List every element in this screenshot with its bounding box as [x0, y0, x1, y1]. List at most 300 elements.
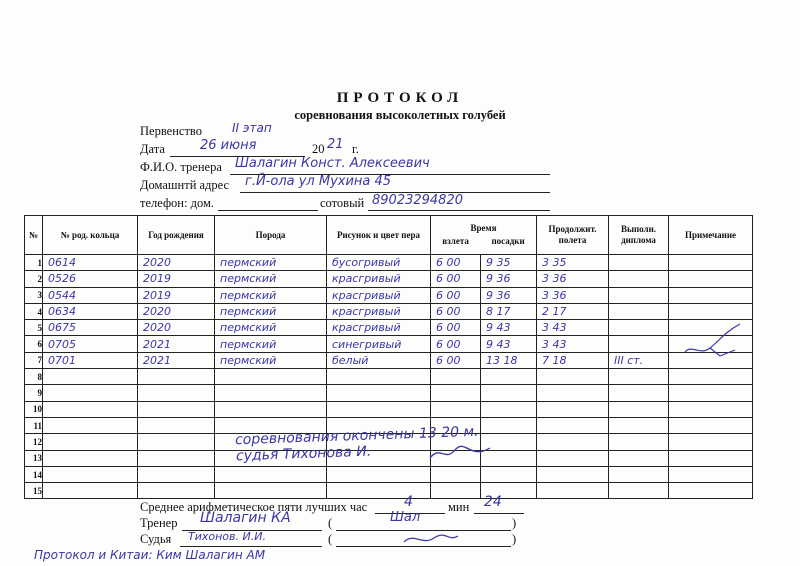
- cell-ring-value: [43, 435, 48, 448]
- judge-signature-icon: [425, 440, 495, 466]
- cell-diploma: [609, 271, 669, 287]
- cell-diploma: [609, 255, 669, 271]
- cell-note-value: [669, 468, 674, 481]
- cell-ring: [43, 320, 138, 336]
- header-pattern: Рисунок и цвет пера: [327, 216, 431, 255]
- cell-duration: [537, 466, 609, 482]
- cell-pattern: [327, 401, 431, 417]
- cell-diploma: [609, 369, 669, 385]
- row-number: 14: [25, 466, 43, 482]
- average-minutes: 24: [484, 494, 502, 510]
- cell-year: [138, 401, 215, 417]
- table-row: [25, 303, 753, 319]
- cell-note: [669, 401, 753, 417]
- overwrite-judge-note: судья Тихонова И.: [235, 443, 372, 465]
- cell-diploma-value: III ст.: [614, 353, 644, 367]
- cell-breed-value: пермский: [220, 272, 277, 286]
- cell-ring-value: [43, 403, 48, 416]
- footer-trainer-paren: (: [328, 516, 333, 530]
- cell-breed-value: пермский: [220, 305, 277, 319]
- footer-trainer-value: Шалагин КА: [200, 510, 291, 526]
- cell-ring-value: 0614: [48, 256, 76, 270]
- cell-diploma: [609, 303, 669, 319]
- cell-breed: [215, 336, 327, 352]
- cell-note: [669, 450, 753, 466]
- footer-judge-label: Судья: [140, 532, 172, 546]
- cell-year-value: 2020: [143, 321, 171, 335]
- cell-pattern-value: красгривый: [332, 321, 401, 335]
- cell-note-value: [669, 403, 674, 416]
- cell-year-value: [138, 484, 143, 497]
- cell-ring-value: 0544: [48, 288, 76, 302]
- cell-duration: [537, 271, 609, 287]
- cell-note-value: [669, 338, 674, 351]
- cell-takeoff: [431, 369, 481, 385]
- footer-judge-paren-close: ): [512, 532, 517, 546]
- cell-pattern-value: [327, 468, 332, 481]
- row-number: 3: [25, 287, 43, 303]
- cell-landing: [481, 466, 537, 482]
- cell-landing: [481, 287, 537, 303]
- cell-note-value: [669, 305, 674, 318]
- cell-diploma: [609, 450, 669, 466]
- cell-duration-value: [537, 452, 542, 465]
- cell-note-value: [669, 272, 674, 285]
- cell-ring: [43, 434, 138, 450]
- header-note: Примечание: [669, 216, 753, 255]
- cell-landing-value: 13 18: [486, 353, 518, 367]
- cell-breed: [215, 466, 327, 482]
- cell-pattern-value: красгривый: [332, 272, 401, 286]
- row-number: 5: [25, 320, 43, 336]
- row-number: 15: [25, 483, 43, 499]
- cell-breed: [215, 401, 327, 417]
- cell-landing: [481, 417, 537, 433]
- cell-note-value: [669, 321, 674, 334]
- cell-pattern: [327, 369, 431, 385]
- cell-pattern: [327, 255, 431, 271]
- cell-ring: [43, 336, 138, 352]
- cell-landing: [481, 352, 537, 368]
- cell-ring: [43, 466, 138, 482]
- cell-pattern: [327, 271, 431, 287]
- cell-duration: [537, 336, 609, 352]
- cell-year: [138, 336, 215, 352]
- row-number: 8: [25, 369, 43, 385]
- cell-duration: [537, 417, 609, 433]
- cell-pattern: [327, 352, 431, 368]
- cell-duration-value: [537, 419, 542, 432]
- cell-ring-value: 0675: [48, 321, 76, 335]
- cell-diploma-value: [609, 484, 614, 497]
- cell-diploma-value: [609, 468, 614, 481]
- cell-note-value: [669, 387, 674, 400]
- cell-landing-value: 9 35: [486, 256, 511, 270]
- cell-duration: [537, 385, 609, 401]
- cell-ring-value: [43, 484, 48, 497]
- header-breed: Порода: [215, 216, 327, 255]
- year-suffix: г.: [352, 142, 359, 156]
- cell-breed-value: пермский: [220, 353, 277, 367]
- cell-year: [138, 320, 215, 336]
- cell-year: [138, 271, 215, 287]
- cell-duration: [537, 483, 609, 499]
- cell-year-value: 2021: [143, 353, 171, 367]
- cell-note-value: [669, 435, 674, 448]
- cell-landing: [481, 320, 537, 336]
- table-row: [25, 287, 753, 303]
- cell-takeoff: [431, 320, 481, 336]
- cell-landing-value: 9 43: [486, 337, 511, 351]
- table-row: [25, 271, 753, 287]
- cell-year: [138, 466, 215, 482]
- table-row: [25, 336, 753, 352]
- cell-breed-value: пермский: [220, 321, 277, 335]
- cell-pattern-value: [327, 484, 332, 497]
- footer-judge-value: Тихонов. И.И.: [188, 530, 266, 543]
- header-num: №: [25, 216, 43, 255]
- cell-note: [669, 466, 753, 482]
- header-year: Год рождения: [138, 216, 215, 255]
- trainer-label: Ф.И.О. тренера: [140, 160, 222, 174]
- cell-breed: [215, 303, 327, 319]
- cell-landing: [481, 271, 537, 287]
- cell-ring: [43, 483, 138, 499]
- cell-breed-value: пермский: [220, 288, 277, 302]
- cell-pattern-value: [327, 403, 332, 416]
- cell-takeoff: [431, 352, 481, 368]
- cell-ring: [43, 401, 138, 417]
- cell-duration: [537, 320, 609, 336]
- address-label: Домашнтй адрес: [140, 178, 230, 192]
- cell-note-value: [669, 419, 674, 432]
- cell-breed: [215, 385, 327, 401]
- championship-value: II этап: [232, 121, 272, 135]
- cell-takeoff-value: 6 00: [436, 305, 461, 319]
- cell-breed-value: [215, 468, 220, 481]
- cell-ring: [43, 287, 138, 303]
- cell-breed-value: [215, 403, 220, 416]
- cell-year-value: 2021: [143, 337, 171, 351]
- cell-breed-value: [215, 435, 220, 448]
- table-row: [25, 352, 753, 368]
- cell-pattern: [327, 303, 431, 319]
- cell-landing-value: 9 43: [486, 321, 511, 335]
- cell-pattern: [327, 336, 431, 352]
- cell-duration-value: 3 43: [542, 337, 567, 351]
- cell-landing-value: 9 36: [486, 288, 511, 302]
- cell-year: [138, 255, 215, 271]
- row-number: 2: [25, 271, 43, 287]
- cell-diploma: [609, 320, 669, 336]
- cell-note: [669, 287, 753, 303]
- cell-ring: [43, 352, 138, 368]
- cell-breed: [215, 483, 327, 499]
- cell-year-value: [138, 419, 143, 432]
- cell-landing: [481, 255, 537, 271]
- cell-note: [669, 483, 753, 499]
- cell-pattern-value: [327, 387, 332, 400]
- phone-label: телефон: дом.: [140, 196, 214, 210]
- cell-duration-value: [537, 468, 542, 481]
- page-subtitle: соревнования высоколетных голубей: [294, 108, 506, 122]
- cell-note: [669, 417, 753, 433]
- cell-pattern-value: бусогривый: [332, 256, 401, 270]
- bottom-note: Протокол и Китаи: Ким Шалагин АМ: [34, 548, 266, 562]
- footer-judge-paren: (: [328, 532, 333, 546]
- header-takeoff: взлета: [442, 236, 469, 246]
- cell-landing: [481, 385, 537, 401]
- cell-pattern: [327, 385, 431, 401]
- cell-landing-value: [481, 370, 486, 383]
- cell-year-value: [138, 468, 143, 481]
- cell-takeoff: [431, 271, 481, 287]
- cell-duration-value: 3 36: [542, 272, 567, 286]
- cell-diploma: [609, 352, 669, 368]
- cell-duration-value: 3 35: [542, 256, 567, 270]
- cell-ring: [43, 271, 138, 287]
- cell-breed-value: пермский: [220, 337, 277, 351]
- cell-diploma: [609, 401, 669, 417]
- cell-ring-value: 0705: [48, 337, 76, 351]
- cell-year-value: [138, 403, 143, 416]
- header-ring: № род. кольца: [43, 216, 138, 255]
- cell-diploma: [609, 466, 669, 482]
- cell-year: [138, 385, 215, 401]
- cell-diploma-value: [609, 403, 614, 416]
- row-number: 11: [25, 417, 43, 433]
- row-number: 12: [25, 434, 43, 450]
- cell-duration: [537, 255, 609, 271]
- footer-judge-line: [180, 546, 322, 547]
- cell-breed-value: [215, 419, 220, 432]
- cell-year-value: 2020: [143, 305, 171, 319]
- cell-duration: [537, 303, 609, 319]
- cell-duration-value: 2 17: [542, 305, 567, 319]
- table-row: [25, 466, 753, 482]
- date-label: Дата: [140, 142, 165, 156]
- cell-duration-value: [537, 403, 542, 416]
- row-number: 9: [25, 385, 43, 401]
- cell-year-value: 2019: [143, 288, 171, 302]
- cell-takeoff: [431, 466, 481, 482]
- cell-ring-value: [43, 468, 48, 481]
- cell-duration-value: [537, 435, 542, 448]
- header-duration: Продолжит. полета: [537, 216, 609, 255]
- cell-breed-value: пермский: [220, 256, 277, 270]
- cell-diploma-value: [609, 370, 614, 383]
- cell-year-value: [138, 370, 143, 383]
- cell-note: [669, 434, 753, 450]
- cell-duration: [537, 450, 609, 466]
- cell-year-value: 2019: [143, 272, 171, 286]
- header-time: Время: [470, 223, 497, 233]
- cell-note: [669, 271, 753, 287]
- cell-note: [669, 369, 753, 385]
- cell-pattern: [327, 466, 431, 482]
- cell-year: [138, 450, 215, 466]
- footer-trainer-label: Тренер: [140, 516, 178, 530]
- cell-diploma: [609, 336, 669, 352]
- cell-duration-value: [537, 387, 542, 400]
- cell-diploma: [609, 483, 669, 499]
- cell-year: [138, 303, 215, 319]
- header-diploma: Выполн. диплома: [609, 216, 669, 255]
- cell-breed: [215, 369, 327, 385]
- cell-pattern: [327, 483, 431, 499]
- cell-duration-value: 3 43: [542, 321, 567, 335]
- cell-landing-value: 8 17: [486, 305, 511, 319]
- cell-diploma-value: [609, 338, 614, 351]
- table-row: [25, 320, 753, 336]
- cell-takeoff-value: 6 00: [436, 337, 461, 351]
- table-row: [25, 369, 753, 385]
- cell-takeoff-value: [431, 484, 436, 497]
- cell-year-value: 2020: [143, 256, 171, 270]
- average-min-label: мин: [448, 500, 470, 514]
- average-label: Среднее арифметическое пяти лучших час: [140, 500, 368, 514]
- cell-pattern: [327, 287, 431, 303]
- cell-year: [138, 369, 215, 385]
- cell-landing-value: [481, 387, 486, 400]
- cell-ring: [43, 255, 138, 271]
- cell-ring-value: [43, 370, 48, 383]
- cell-diploma: [609, 434, 669, 450]
- cell-landing-value: 9 36: [486, 272, 511, 286]
- cell-landing-value: [481, 419, 486, 432]
- header-landing: посадки: [491, 236, 525, 246]
- cell-landing: [481, 369, 537, 385]
- cell-diploma-value: [609, 305, 614, 318]
- cell-ring-value: [43, 387, 48, 400]
- cell-ring: [43, 369, 138, 385]
- address-value: г.Й-ола ул Мухина 45: [245, 174, 392, 189]
- cell-note-value: [669, 256, 674, 269]
- cell-breed: [215, 352, 327, 368]
- cell-takeoff: [431, 303, 481, 319]
- cell-note-value: [669, 289, 674, 302]
- cell-duration: [537, 434, 609, 450]
- footer-judge-signature-icon: [400, 530, 460, 548]
- cell-takeoff-value: [431, 370, 436, 383]
- cell-breed: [215, 287, 327, 303]
- mobile-value: 89023294820: [372, 193, 463, 208]
- mobile-label: сотовый: [320, 196, 365, 210]
- cell-note-value: [669, 484, 674, 497]
- cell-ring-value: 0634: [48, 305, 76, 319]
- trainer-value: Шалагин Конст. Алексеевич: [235, 156, 430, 171]
- cell-takeoff-value: 6 00: [436, 353, 461, 367]
- cell-year-value: [138, 435, 143, 448]
- cell-ring: [43, 417, 138, 433]
- cell-takeoff: [431, 255, 481, 271]
- cell-takeoff-value: 6 00: [436, 288, 461, 302]
- cell-year: [138, 287, 215, 303]
- cell-takeoff-value: 6 00: [436, 256, 461, 270]
- cell-year-value: [138, 387, 143, 400]
- phone-line: [218, 210, 318, 211]
- cell-takeoff: [431, 336, 481, 352]
- row-number: 10: [25, 401, 43, 417]
- footer-trainer-signature: Шал: [390, 510, 421, 525]
- cell-ring: [43, 303, 138, 319]
- cell-note: [669, 385, 753, 401]
- cell-duration-value: [537, 370, 542, 383]
- cell-pattern-value: красгривый: [332, 288, 401, 302]
- cell-diploma-value: [609, 435, 614, 448]
- average-minutes-line: [474, 513, 524, 514]
- row-number: 6: [25, 336, 43, 352]
- cell-breed: [215, 255, 327, 271]
- cell-duration: [537, 369, 609, 385]
- mobile-line: [368, 210, 550, 211]
- cell-pattern-value: красгривый: [332, 305, 401, 319]
- cell-note: [669, 303, 753, 319]
- cell-takeoff-value: [431, 387, 436, 400]
- header-time-group: [431, 216, 537, 255]
- cell-diploma-value: [609, 256, 614, 269]
- cell-diploma: [609, 287, 669, 303]
- cell-duration-value: 7 18: [542, 353, 567, 367]
- cell-ring: [43, 385, 138, 401]
- table-row: [25, 483, 753, 499]
- championship-label: Первенство: [140, 124, 202, 138]
- cell-takeoff-value: 6 00: [436, 321, 461, 335]
- cell-breed-value: [215, 452, 220, 465]
- cell-ring: [43, 450, 138, 466]
- cell-landing: [481, 336, 537, 352]
- row-number: 1: [25, 255, 43, 271]
- cell-year: [138, 483, 215, 499]
- page-title: ПРОТОКОЛ: [336, 90, 464, 106]
- cell-diploma-value: [609, 452, 614, 465]
- table-row: [25, 450, 753, 466]
- table-row: [25, 385, 753, 401]
- cell-note-value: [669, 354, 674, 367]
- cell-diploma: [609, 385, 669, 401]
- cell-year-value: [138, 452, 143, 465]
- cell-diploma-value: [609, 289, 614, 302]
- cell-breed: [215, 271, 327, 287]
- cell-duration-value: [537, 484, 542, 497]
- row-number: 13: [25, 450, 43, 466]
- table-row: [25, 401, 753, 417]
- cell-duration: [537, 287, 609, 303]
- cell-duration-value: 3 36: [542, 288, 567, 302]
- table-row: [25, 255, 753, 271]
- overwrite-end-note: соревнования окончены 13 20 м.: [234, 423, 479, 449]
- average-hours: 4: [404, 494, 413, 510]
- cell-takeoff: [431, 483, 481, 499]
- cell-year: [138, 417, 215, 433]
- note-signature-icon: [680, 322, 750, 362]
- cell-note: [669, 255, 753, 271]
- cell-diploma: [609, 417, 669, 433]
- results-table: [24, 215, 753, 499]
- cell-duration: [537, 401, 609, 417]
- cell-note-value: [669, 370, 674, 383]
- cell-year: [138, 434, 215, 450]
- cell-pattern: [327, 320, 431, 336]
- cell-duration: [537, 352, 609, 368]
- cell-landing: [481, 401, 537, 417]
- cell-takeoff-value: [431, 468, 436, 481]
- cell-ring-value: [43, 452, 48, 465]
- row-number: 7: [25, 352, 43, 368]
- cell-takeoff: [431, 287, 481, 303]
- date-value: 26 июня: [200, 138, 257, 153]
- footer-trainer-paren-close: ): [512, 516, 517, 530]
